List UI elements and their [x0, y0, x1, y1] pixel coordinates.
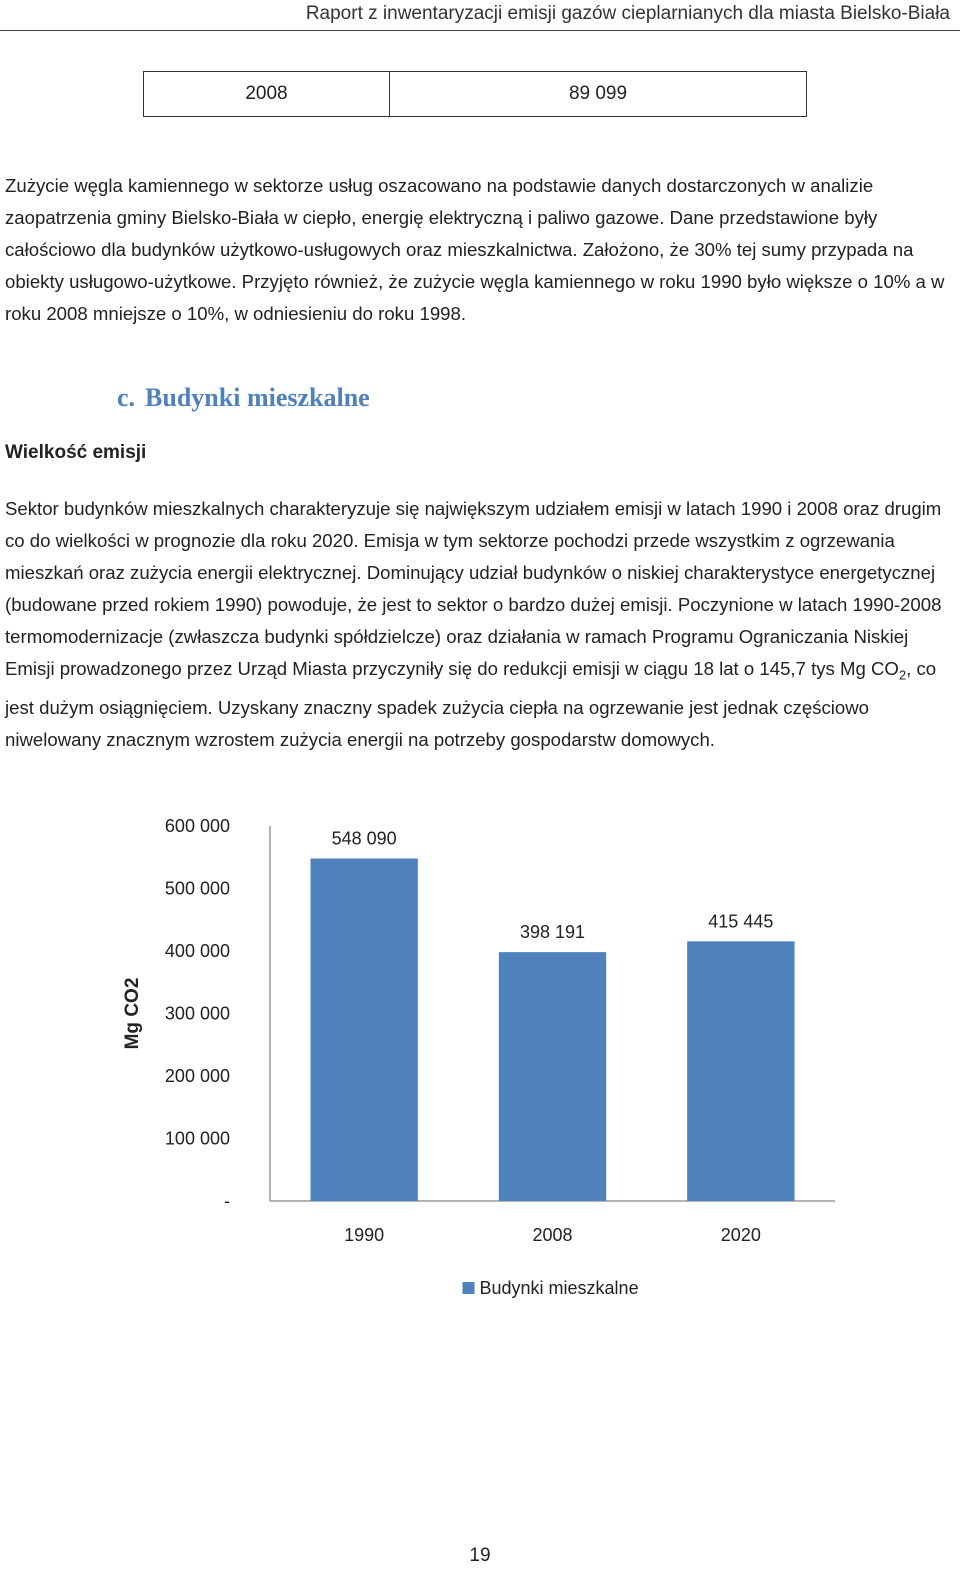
section-heading — [117, 383, 370, 413]
document-title: Raport z inwentaryzacji emisji gazów cieplarnianych dla miasta Bielsko-Biała — [305, 3, 950, 24]
y-axis-title: Mg CO2 — [122, 977, 143, 1050]
co2-subscript: 2 — [898, 667, 907, 683]
page-number: 19 — [469, 1545, 491, 1566]
x-tick-label: 1990 — [344, 1225, 385, 1245]
y-tick-label: 400 000 — [164, 941, 230, 961]
subheading-emission-size: Wielkość emisji — [5, 442, 147, 463]
data-label: 548 090 — [331, 828, 397, 849]
bar — [499, 952, 606, 1201]
data-label: 398 191 — [519, 922, 586, 943]
paragraph-residential — [5, 493, 945, 756]
y-tick-label: 300 000 — [164, 1003, 230, 1024]
data-label: 415 445 — [708, 911, 774, 932]
x-tick-label: 2020 — [720, 1225, 761, 1245]
y-tick-label: 600 000 — [164, 816, 230, 836]
y-tick-label: 500 000 — [164, 878, 230, 899]
legend-swatch — [463, 1282, 475, 1294]
x-tick-label: 2008 — [532, 1225, 573, 1245]
page-header — [0, 0, 960, 31]
table-cell-value: 89 099 — [568, 83, 628, 104]
y-tick-label: - — [224, 1191, 230, 1211]
table-cell-year: 2008 — [144, 72, 390, 116]
bar — [687, 941, 794, 1201]
emission-bar-chart — [100, 800, 860, 1320]
chart-canvas — [100, 800, 860, 1320]
paragraph-residential-text: Sektor budynków mieszkalnych charakteryzuje się największym udziałem emisji w latach 1990 i 2008 oraz drugim co do wielkości w prognozie dla roku 2020. Emisja w tym sektorze pochodzi przede wszystkim z ogrzewania mieszkań oraz zużycia energii elektrycznej. Dominujący udział budynków o niskiej charakterystyce energetycznej (budowane przed rokiem 1990) powoduje, że jest to sektor o bardzo dużej emisji. Poczynione w latach 1990-2008 termomodernizacje (zwłaszcza budynki spółdzielcze) oraz działania w ramach Programu Ograniczania Niskiej Emisji prowadzonego przez Urząd Miasta przyczyniły się do redukcji emisji w ciągu 18 lat o 145,7 tys Mg CO — [5, 498, 942, 679]
emission-table-row — [143, 71, 807, 117]
y-tick-label: 100 000 — [164, 1128, 230, 1149]
section-title: Budynki mieszkalne — [145, 383, 370, 412]
bar — [310, 858, 417, 1201]
y-tick-label: 200 000 — [164, 1066, 230, 1086]
paragraph-residential-text-end: , co jest dużym osiągnięciem. Uzyskany znaczny spadek zużycia ciepła na ogrzewanie jest jednak częściowo niwelowany znacznym wzrostem zużycia energii na potrzeby gospodarstw domowych. — [5, 658, 937, 750]
section-label: c. — [117, 383, 136, 412]
paragraph-coal-services: Zużycie węgla kamiennego w sektorze usług oszacowano na podstawie danych dostarczonych w analizie zaopatrzenia gminy Bielsko-Biała w ciepło, energię elektryczną i paliwo gazowe. Dane przedstawione były całościowo dla budynków użytkowo-usługowych oraz mieszkalnictwa. Założono, że 30% tej sumy przypada na obiekty usługowo-użytkowe. Przyjęto również, że zużycie węgla kamiennego w roku 1990 było większe o 10% a w roku 2008 mniejsze o 10%, w odniesieniu do roku 1998. — [5, 175, 945, 324]
legend-label: Budynki mieszkalne — [479, 1278, 639, 1298]
